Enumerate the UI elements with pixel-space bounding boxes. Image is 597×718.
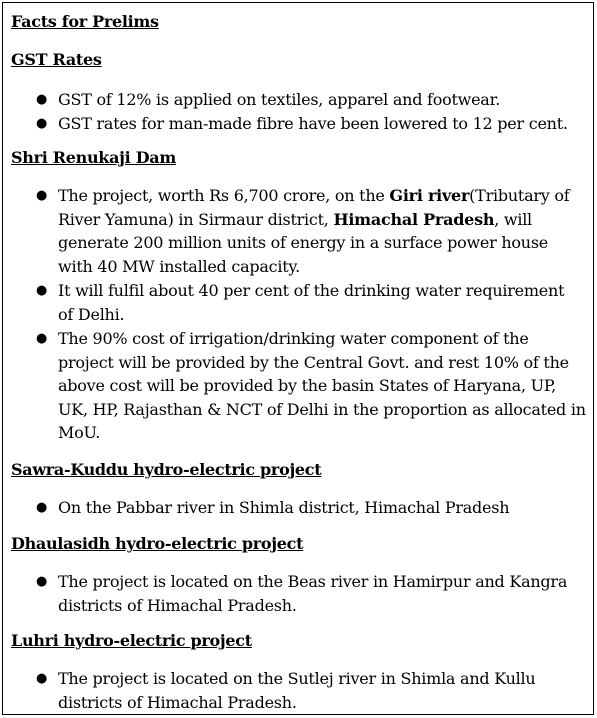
bullet-text: The project, worth Rs 6,700 crore, on the Giri river(Tributary of River Yamuna) in Sirmaur district, Himachal Pradesh, will generate 200 million units of energy in a surface power house with 40 MW installed capacity. (58, 186, 570, 276)
bullet-text: The 90% cost of irrigation/drinking water component of the project will be provided by the Central Govt. and rest 10% of the above cost will be provided by the basin States of Haryana, UP, UK, HP, Rajasthan & NCT of Delhi in the proportion as allocated in MoU. (58, 329, 586, 442)
bullet-text: The project is located on the Sutlej river in Shimla and Kullu districts of Himachal Pradesh. (58, 669, 536, 712)
bullet-icon: ● (36, 92, 48, 107)
list-item (36, 496, 588, 520)
bullet-icon: ● (36, 331, 48, 346)
bullet-icon: ● (36, 283, 48, 298)
bullet-text: It will fulfil about 40 per cent of the drinking water requirement of Delhi. (58, 281, 565, 324)
section-heading-renukaji-dam: Shri Renukaji Dam (11, 148, 176, 167)
list-item (36, 570, 588, 617)
bullet-icon: ● (36, 500, 48, 515)
section-heading-sawra-kuddu: Sawra-Kuddu hydro-electric project (11, 460, 322, 479)
page-title: Facts for Prelims (11, 12, 159, 31)
bullet-icon: ● (36, 188, 48, 203)
section-heading-gst-rates: GST Rates (11, 50, 102, 69)
list-item (36, 279, 588, 326)
section-heading-dhaulasidh: Dhaulasidh hydro-electric project (11, 534, 304, 553)
bullet-text: The project is located on the Beas river in Hamirpur and Kangra districts of Himachal Pradesh. (58, 572, 568, 615)
bold-state-name: Himachal Pradesh (333, 209, 495, 229)
list-item (36, 327, 588, 445)
list-item (36, 667, 588, 714)
bullet-icon: ● (36, 574, 48, 589)
bullet-text: On the Pabbar river in Shimla district, Himachal Pradesh (58, 498, 510, 517)
bullet-icon: ● (36, 116, 48, 131)
section-heading-luhri: Luhri hydro-electric project (11, 631, 252, 650)
facts-document (2, 2, 594, 715)
bullet-text: GST of 12% is applied on textiles, apparel and footwear. (58, 90, 501, 109)
bold-river-name: Giri river (389, 186, 470, 205)
list-item (36, 88, 588, 112)
bullet-icon: ● (36, 671, 48, 686)
list-item (36, 184, 588, 278)
list-item (36, 112, 588, 136)
bullet-text: GST rates for man-made fibre have been lowered to 12 per cent. (58, 114, 568, 133)
